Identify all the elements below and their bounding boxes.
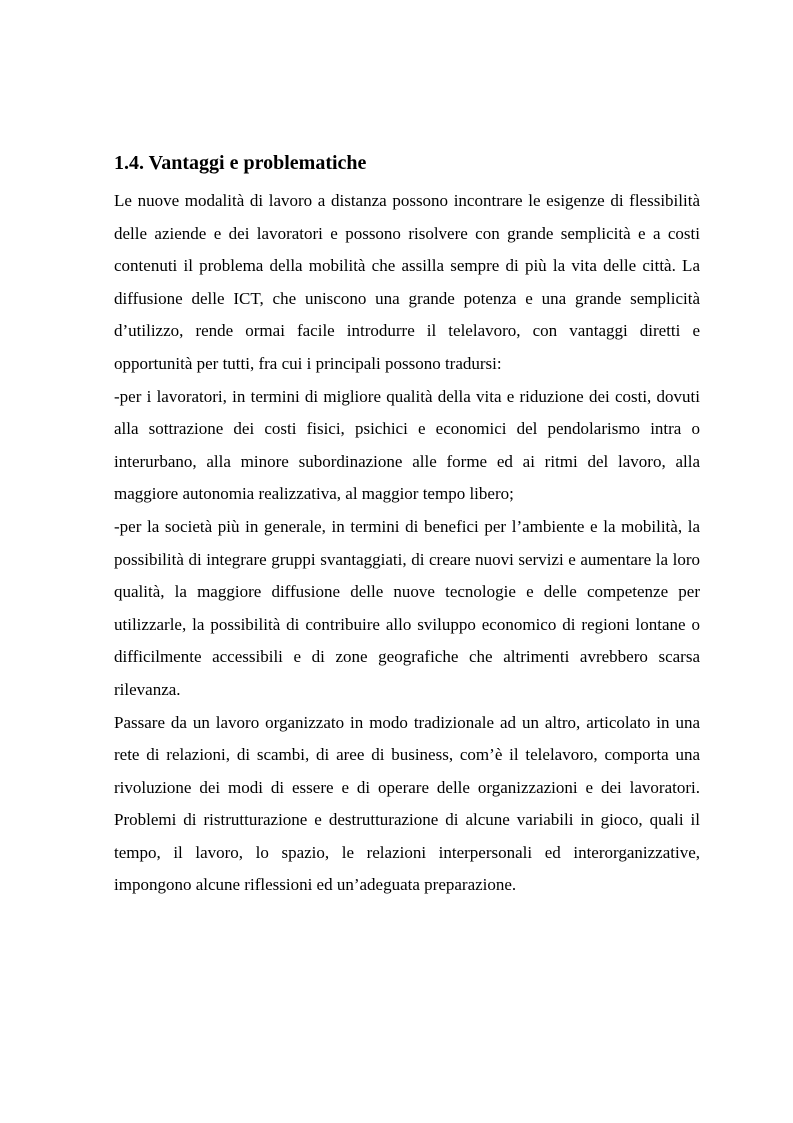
paragraph-intro: Le nuove modalità di lavoro a distanza possono incontrare le esigenze di flessibilità delle aziende e dei lavoratori e possono risolvere con grande semplicità e a costi contenuti il problema della mobilità che assilla sempre di più la vita delle città. La diffusione delle ICT, che uniscono una grande potenza e una grande semplicità d’utilizzo, rende ormai facile introdurre il telelavoro, con vantaggi diretti e opportunità per tutti, fra cui i principali possono tradursi: — [114, 191, 700, 373]
paragraph-society-benefits: -per la società più in generale, in termini di benefici per l’ambiente e la mobilità, la possibilità di integrare gruppi svantaggiati, di creare nuovi servizi e aumentare la loro qualità, la maggiore diffusione delle nuove tecnologie e delle competenze per utilizzarle, la possibilità di contribuire allo sviluppo economico di regioni lontane o difficilmente accessibili e di zone geografiche che altrimenti avrebbero scarsa rilevanza. — [114, 516, 700, 699]
section-heading: 1.4. Vantaggi e problematiche — [114, 152, 367, 174]
paragraph-problems: Passare da un lavoro organizzato in modo tradizionale ad un altro, articolato in una rete di relazioni, di scambi, di aree di business, com’è il telelavoro, comporta una rivoluzione dei modi di essere e di operare delle organizzazioni e dei lavoratori. Problemi di ristrutturazione e destrutturazione di alcune variabili in gioco, quali il tempo, il lavoro, lo spazio, le relazioni interpersonali ed interorganizzative, impongono alcune riflessioni ed un’adeguata preparazione. — [114, 712, 700, 895]
section-body — [114, 185, 700, 902]
paragraph-workers-benefits: -per i lavoratori, in termini di migliore qualità della vita e riduzione dei costi, dovuti alla sottrazione dei costi fisici, psichici e economici del pendolarismo intra o interurbano, alla minore subordinazione alle forme ed ai ritmi del lavoro, alla maggiore autonomia realizzativa, al maggior tempo libero; — [114, 386, 700, 504]
